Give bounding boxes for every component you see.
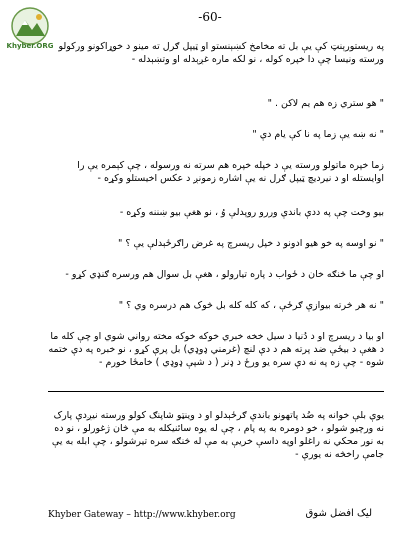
logo-text: Khyber.ORG	[6, 42, 54, 50]
paragraph: " نه هر څرته بيوازې ګرځې ، که کله کله بل څوک هم درسره وي ؟ "	[118, 300, 384, 311]
footnote: يوې بلې خوانه په ضُد پاتهونو باندې ګرځېدلو او د وينټو شاپنګ کولو ورسته نيږدې پارک نه ورچيو شولو ، خو دومره به په پام ، چې له يوه سائنيکله به مې څان ژغورلو ، نو ده به نور محکي نه راغلو اوپه داسې خريې به مې له څنګه سره تيرشولو ، چې ابله به يې جامې راخڅه نه يورې -	[51, 410, 384, 460]
footer-author: ليک افضل شوق	[305, 508, 372, 519]
paragraph: " هو ستري زه هم يم لاکن . "	[267, 98, 384, 109]
paragraph: " نو اوسه په خو هيو ادونو د خپل ريسرچ په غرض راګرځېدلې يې ؟ "	[118, 238, 384, 249]
paragraph: او بيا د ريسرچ او د دُنيا د سيل خخه خبري خوکه خوکه مخته رواني شوي او چې کله ما د هغې د بيځې ضد پرته هم د دې لنچ (غرمني ډوډي) بل پرې کړو ، نو خبره په دې ختمه شوه - چې زه په نه دې سره يو ورځ د ډنر ( د شپې ډوډي ) خامځا خورم -	[48, 331, 384, 368]
paragraph: زما خپره ماتولو ورسته يې د خپله خپره هم سرته نه ورسوله ، چې کېمره يې را اوايستله او د نيرديچ ټيپل ګرل نه يې اشاره زمونږ د عکس اخيستلو وکړه -	[77, 160, 384, 184]
page-number: -60-	[198, 10, 222, 24]
paragraph: " نه ښه يې زما په نا کې يام دې "	[252, 129, 384, 140]
paragraph: بيو وخت چې په ددې باندې وررو روپدلې وُ ، نو هغې بيو ښننه وکړه -	[119, 207, 384, 218]
paragraph: په ريستورېنټ کې يې بل ته مخامخ کښېنستو او ټيپل ګرل ته مينو د خوړاکونو ورکولو ورسته ونيسا چې دا خپره کوله ، نو لکه ماره غږېدله او وتښېدله -	[58, 41, 384, 65]
paragraph: او چې ما څنګه خان د ځواب د پاره تيارولو ، هغې بل سوال هم ورسره ګنډي کړو -	[65, 269, 384, 280]
footer-site-link[interactable]: Khyber Gateway – http://www.khyber.org	[48, 510, 236, 520]
footnote-divider	[48, 391, 384, 392]
